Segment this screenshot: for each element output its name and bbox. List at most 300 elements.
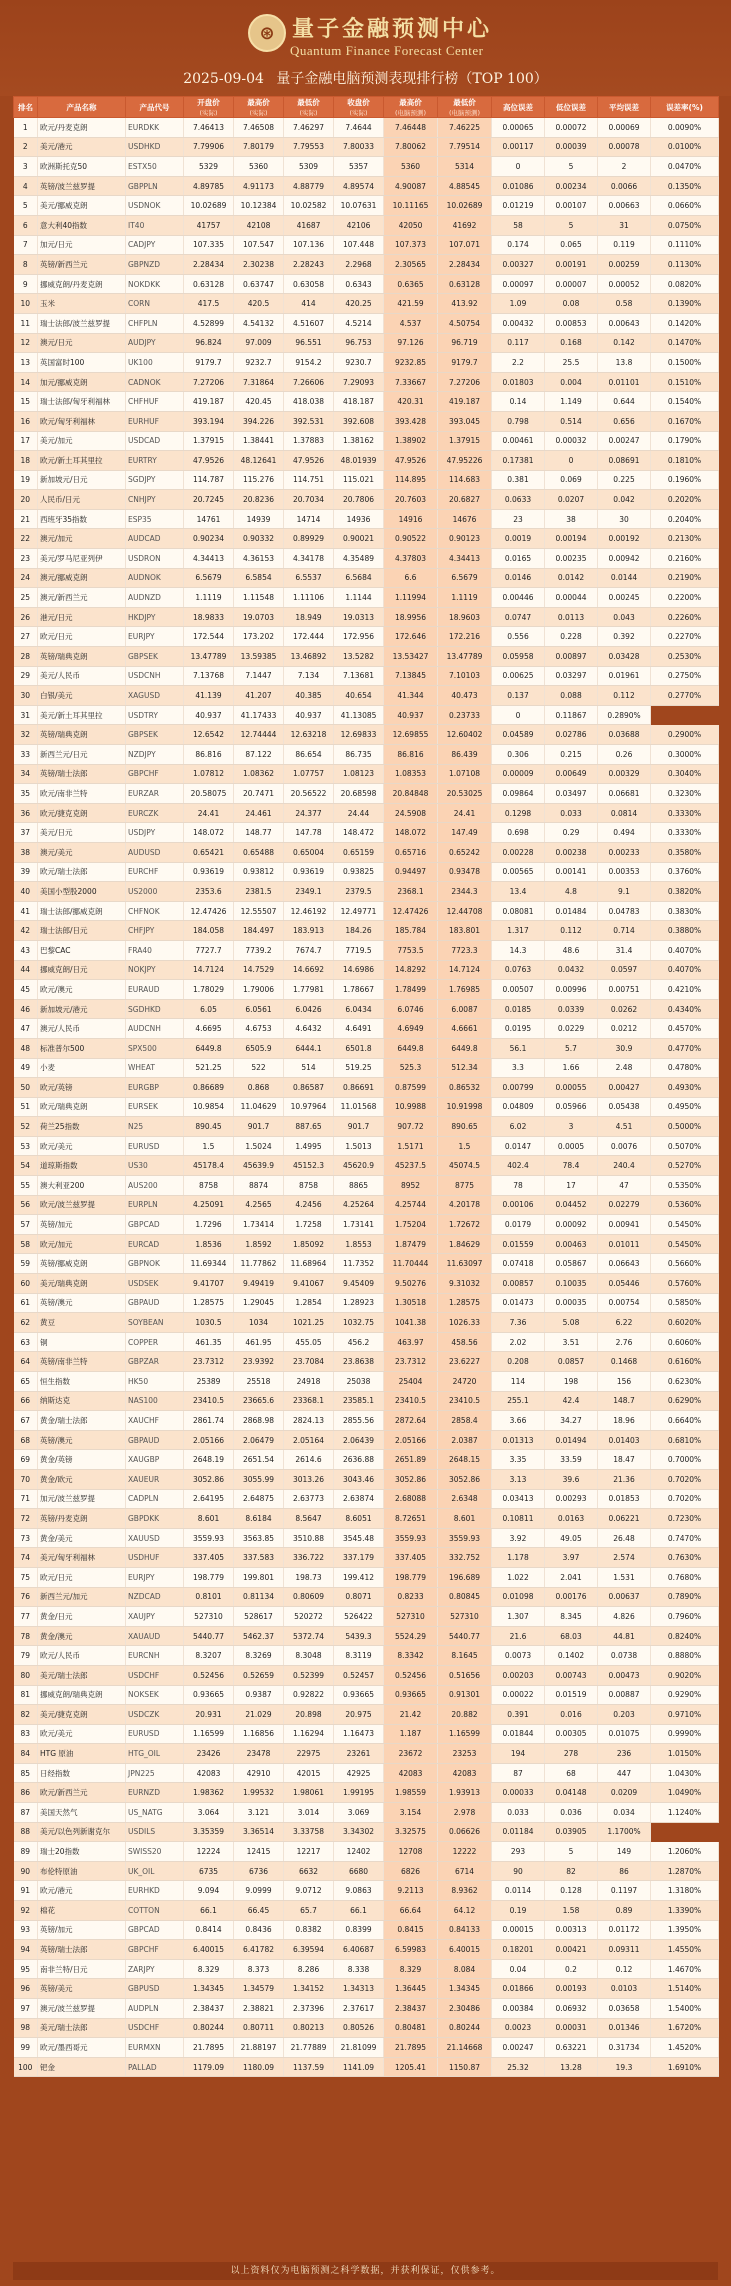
avg-error-cell: 0.0597 bbox=[598, 960, 651, 980]
open-actual-cell: 4.52899 bbox=[184, 313, 234, 333]
table-row bbox=[14, 1038, 719, 1058]
product-code-cell: EURZAR bbox=[126, 784, 184, 804]
open-actual-cell: 4.89785 bbox=[184, 176, 234, 196]
close-actual-cell: 12402 bbox=[334, 1842, 384, 1862]
high-actual-cell: 12.74444 bbox=[234, 725, 284, 745]
error-rate-cell: 0.4780% bbox=[651, 1058, 719, 1078]
close-actual-cell: 392.608 bbox=[334, 411, 384, 431]
error-rate-cell: 0.9990% bbox=[651, 1724, 719, 1744]
high-actual-cell: 87.122 bbox=[234, 745, 284, 765]
avg-error-cell: 0.1197 bbox=[598, 1881, 651, 1901]
avg-error-cell: 0.08691 bbox=[598, 451, 651, 471]
avg-error-cell: 236 bbox=[598, 1744, 651, 1764]
close-actual-cell: 1.16473 bbox=[334, 1724, 384, 1744]
product-name-cell: 欧元/港元 bbox=[38, 1881, 126, 1901]
product-name-cell: 新西兰元/日元 bbox=[38, 745, 126, 765]
rank-cell: 25 bbox=[14, 588, 38, 608]
product-code-cell: AUDNZD bbox=[126, 588, 184, 608]
high-actual-cell: 1.38441 bbox=[234, 431, 284, 451]
low-error-cell: 0.00234 bbox=[545, 176, 598, 196]
avg-error-cell: 0.00473 bbox=[598, 1665, 651, 1685]
low-error-cell: 0.016 bbox=[545, 1705, 598, 1725]
low-actual-cell: 147.78 bbox=[284, 823, 334, 843]
low-actual-cell: 13.46892 bbox=[284, 647, 334, 667]
low-actual-cell: 9.0712 bbox=[284, 1881, 334, 1901]
rank-cell: 2 bbox=[14, 137, 38, 157]
low-forecast-cell: 7.27206 bbox=[438, 372, 492, 392]
close-actual-cell: 2.06439 bbox=[334, 1430, 384, 1450]
product-name-cell: 挪威克朗/日元 bbox=[38, 960, 126, 980]
rank-cell: 52 bbox=[14, 1117, 38, 1137]
high-actual-cell: 13.59385 bbox=[234, 647, 284, 667]
open-actual-cell: 0.52456 bbox=[184, 1665, 234, 1685]
low-error-cell: 2.041 bbox=[545, 1567, 598, 1587]
high-error-cell: 0.10811 bbox=[492, 1509, 545, 1529]
product-name-cell: 西班牙35指数 bbox=[38, 509, 126, 529]
low-forecast-cell: 2.30486 bbox=[438, 1999, 492, 2019]
high-forecast-cell: 5360 bbox=[384, 157, 438, 177]
high-forecast-cell: 12.47426 bbox=[384, 901, 438, 921]
table-row bbox=[14, 901, 719, 921]
rank-cell: 54 bbox=[14, 1156, 38, 1176]
avg-error-cell: 0.06221 bbox=[598, 1509, 651, 1529]
rank-cell: 93 bbox=[14, 1920, 38, 1940]
table-row bbox=[14, 137, 719, 157]
avg-error-cell: 26.48 bbox=[598, 1528, 651, 1548]
low-actual-cell: 7.46297 bbox=[284, 118, 334, 138]
open-actual-cell: 20.58075 bbox=[184, 784, 234, 804]
product-code-cell: EURCHF bbox=[126, 862, 184, 882]
error-rate-cell: 0.5360% bbox=[651, 1195, 719, 1215]
high-error-cell: 0.798 bbox=[492, 411, 545, 431]
high-actual-cell: 21.029 bbox=[234, 1705, 284, 1725]
open-actual-cell: 114.787 bbox=[184, 470, 234, 490]
open-actual-cell: 41757 bbox=[184, 215, 234, 235]
error-rate-cell: 0.2200% bbox=[651, 588, 719, 608]
close-actual-cell: 1.28923 bbox=[334, 1293, 384, 1313]
product-code-cell: EURCZK bbox=[126, 803, 184, 823]
product-name-cell: 加元/挪威克朗 bbox=[38, 372, 126, 392]
open-actual-cell: 1.16599 bbox=[184, 1724, 234, 1744]
high-error-cell: 255.1 bbox=[492, 1391, 545, 1411]
low-error-cell: 0.05966 bbox=[545, 1097, 598, 1117]
product-name-cell: 欧元/加元 bbox=[38, 1234, 126, 1254]
low-actual-cell: 172.444 bbox=[284, 627, 334, 647]
open-actual-cell: 1.34345 bbox=[184, 1979, 234, 1999]
high-error-cell: 0.01219 bbox=[492, 196, 545, 216]
rank-cell: 6 bbox=[14, 215, 38, 235]
product-name-cell: 英镑/南非兰特 bbox=[38, 1352, 126, 1372]
table-row bbox=[14, 2057, 719, 2077]
high-error-cell: 21.6 bbox=[492, 1626, 545, 1646]
high-forecast-cell: 9.2113 bbox=[384, 1881, 438, 1901]
low-actual-cell: 6.5537 bbox=[284, 568, 334, 588]
product-name-cell: 英镑/加元 bbox=[38, 1215, 126, 1235]
avg-error-cell: 447 bbox=[598, 1763, 651, 1783]
open-actual-cell: 1.8536 bbox=[184, 1234, 234, 1254]
product-name-cell: 美元/以色列新谢克尔 bbox=[38, 1822, 126, 1842]
close-actual-cell: 1.5013 bbox=[334, 1136, 384, 1156]
low-actual-cell: 1.34152 bbox=[284, 1979, 334, 1999]
high-forecast-cell: 6826 bbox=[384, 1861, 438, 1881]
high-error-cell: 1.178 bbox=[492, 1548, 545, 1568]
high-forecast-cell: 1.08353 bbox=[384, 764, 438, 784]
high-error-cell: 0.00033 bbox=[492, 1783, 545, 1803]
high-forecast-cell: 14916 bbox=[384, 509, 438, 529]
low-error-cell: 0.0857 bbox=[545, 1352, 598, 1372]
low-actual-cell: 6.0426 bbox=[284, 999, 334, 1019]
product-code-cell: UK100 bbox=[126, 353, 184, 373]
avg-error-cell: 0.714 bbox=[598, 921, 651, 941]
product-code-cell: WHEAT bbox=[126, 1058, 184, 1078]
product-code-cell: SGDJPY bbox=[126, 470, 184, 490]
avg-error-cell: 1.531 bbox=[598, 1567, 651, 1587]
high-error-cell: 0.01844 bbox=[492, 1724, 545, 1744]
product-code-cell: HTG_OIL bbox=[126, 1744, 184, 1764]
product-code-cell: EURTRY bbox=[126, 451, 184, 471]
low-error-cell: 33.59 bbox=[545, 1450, 598, 1470]
high-forecast-cell: 7.33667 bbox=[384, 372, 438, 392]
low-error-cell: 0.00743 bbox=[545, 1665, 598, 1685]
low-error-cell: 0.0113 bbox=[545, 607, 598, 627]
avg-error-cell: 0.06681 bbox=[598, 784, 651, 804]
rank-cell: 89 bbox=[14, 1842, 38, 1862]
rank-cell: 23 bbox=[14, 549, 38, 569]
high-actual-cell: 6.41782 bbox=[234, 1940, 284, 1960]
error-rate-cell: 0.5450% bbox=[651, 1234, 719, 1254]
low-actual-cell: 40.385 bbox=[284, 686, 334, 706]
low-forecast-cell: 4.6661 bbox=[438, 1019, 492, 1039]
close-actual-cell: 115.021 bbox=[334, 470, 384, 490]
open-actual-cell: 20.7245 bbox=[184, 490, 234, 510]
open-actual-cell: 6735 bbox=[184, 1861, 234, 1881]
open-actual-cell: 10.9854 bbox=[184, 1097, 234, 1117]
avg-error-cell: 0.58 bbox=[598, 294, 651, 314]
open-actual-cell: 527310 bbox=[184, 1607, 234, 1627]
close-actual-cell: 3.069 bbox=[334, 1803, 384, 1823]
close-actual-cell: 4.6491 bbox=[334, 1019, 384, 1039]
low-forecast-cell: 2858.4 bbox=[438, 1411, 492, 1431]
low-forecast-cell: 1.84629 bbox=[438, 1234, 492, 1254]
close-actual-cell: 184.26 bbox=[334, 921, 384, 941]
table-row bbox=[14, 940, 719, 960]
table-row bbox=[14, 1705, 719, 1725]
high-error-cell: 3.66 bbox=[492, 1411, 545, 1431]
rank-cell: 44 bbox=[14, 960, 38, 980]
error-rate-cell: 0.3580% bbox=[651, 842, 719, 862]
low-error-cell: 1.58 bbox=[545, 1901, 598, 1921]
avg-error-cell: 0.0066 bbox=[598, 176, 651, 196]
high-actual-cell: 6.5854 bbox=[234, 568, 284, 588]
high-error-cell: 0.0195 bbox=[492, 1019, 545, 1039]
error-rate-cell: 0.4210% bbox=[651, 980, 719, 1000]
product-name-cell: 欧元/新西兰元 bbox=[38, 1783, 126, 1803]
product-name-cell: 加元/日元 bbox=[38, 235, 126, 255]
error-rate-cell: 0.9710% bbox=[651, 1705, 719, 1725]
close-actual-cell: 4.25264 bbox=[334, 1195, 384, 1215]
table-row bbox=[14, 666, 719, 686]
product-code-cell: GBPPLN bbox=[126, 176, 184, 196]
high-forecast-cell: 4.37803 bbox=[384, 549, 438, 569]
brand-name-en: Quantum Finance Forecast Center bbox=[290, 43, 484, 58]
high-error-cell: 0.04809 bbox=[492, 1097, 545, 1117]
error-rate-cell: 0.3330% bbox=[651, 823, 719, 843]
error-rate-cell: 0.6160% bbox=[651, 1352, 719, 1372]
close-actual-cell: 0.93825 bbox=[334, 862, 384, 882]
table-row bbox=[14, 588, 719, 608]
low-error-cell: 0.00039 bbox=[545, 137, 598, 157]
high-forecast-cell: 3.154 bbox=[384, 1803, 438, 1823]
low-forecast-cell: 5440.77 bbox=[438, 1626, 492, 1646]
low-actual-cell: 3.014 bbox=[284, 1803, 334, 1823]
low-error-cell: 0.00235 bbox=[545, 549, 598, 569]
product-name-cell: 英镑/瑞典克朗 bbox=[38, 725, 126, 745]
low-forecast-cell: 10.91998 bbox=[438, 1097, 492, 1117]
rank-cell: 28 bbox=[14, 647, 38, 667]
error-rate-cell: 0.5270% bbox=[651, 1156, 719, 1176]
high-forecast-cell: 5524.29 bbox=[384, 1626, 438, 1646]
error-rate-cell: 0.3760% bbox=[651, 862, 719, 882]
low-error-cell: 0.00092 bbox=[545, 1215, 598, 1235]
avg-error-cell: 13.8 bbox=[598, 353, 651, 373]
low-error-cell: 0.63221 bbox=[545, 2038, 598, 2058]
error-rate-cell: 0.1670% bbox=[651, 411, 719, 431]
avg-error-cell: 0.00663 bbox=[598, 196, 651, 216]
product-code-cell: HK50 bbox=[126, 1372, 184, 1392]
table-row bbox=[14, 1842, 719, 1862]
product-name-cell: 欧元/丹麦克朗 bbox=[38, 118, 126, 138]
high-error-cell: 0.00565 bbox=[492, 862, 545, 882]
error-rate-cell: 0.4930% bbox=[651, 1078, 719, 1098]
close-actual-cell: 42925 bbox=[334, 1763, 384, 1783]
low-forecast-cell: 7.10103 bbox=[438, 666, 492, 686]
low-error-cell: 13.28 bbox=[545, 2057, 598, 2077]
error-rate-cell: 0.1540% bbox=[651, 392, 719, 412]
high-error-cell: 1.09 bbox=[492, 294, 545, 314]
open-actual-cell: 337.405 bbox=[184, 1548, 234, 1568]
close-actual-cell: 9.45409 bbox=[334, 1274, 384, 1294]
product-code-cell: USDTRY bbox=[126, 705, 184, 725]
table-row bbox=[14, 784, 719, 804]
low-error-cell: 0.00194 bbox=[545, 529, 598, 549]
low-forecast-cell: 4.20178 bbox=[438, 1195, 492, 1215]
low-forecast-cell: 114.683 bbox=[438, 470, 492, 490]
error-rate-cell: 0.0100% bbox=[651, 137, 719, 157]
low-actual-cell: 2614.6 bbox=[284, 1450, 334, 1470]
low-forecast-cell: 4.34413 bbox=[438, 549, 492, 569]
high-forecast-cell: 185.784 bbox=[384, 921, 438, 941]
table-row bbox=[14, 1117, 719, 1137]
low-error-cell: 5 bbox=[545, 215, 598, 235]
column-header bbox=[284, 97, 334, 118]
table-row bbox=[14, 842, 719, 862]
product-code-cell: XAUAUD bbox=[126, 1626, 184, 1646]
open-actual-cell: 25389 bbox=[184, 1372, 234, 1392]
rank-cell: 7 bbox=[14, 235, 38, 255]
open-actual-cell: 41.139 bbox=[184, 686, 234, 706]
low-forecast-cell: 147.49 bbox=[438, 823, 492, 843]
avg-error-cell: 9.1 bbox=[598, 882, 651, 902]
product-code-cell: COPPER bbox=[126, 1332, 184, 1352]
low-error-cell: 0.2 bbox=[545, 1959, 598, 1979]
product-code-cell: CHFPLN bbox=[126, 313, 184, 333]
error-rate-cell: 1.4550% bbox=[651, 1940, 719, 1960]
high-error-cell: 0.14 bbox=[492, 392, 545, 412]
high-actual-cell: 1.11548 bbox=[234, 588, 284, 608]
product-name-cell: 英镑/澳元 bbox=[38, 1293, 126, 1313]
table-row bbox=[14, 921, 719, 941]
close-actual-cell: 21.81099 bbox=[334, 2038, 384, 2058]
high-forecast-cell: 0.65716 bbox=[384, 842, 438, 862]
error-rate-cell: 1.0490% bbox=[651, 1783, 719, 1803]
table-row bbox=[14, 647, 719, 667]
table-row bbox=[14, 1881, 719, 1901]
low-error-cell: 3 bbox=[545, 1117, 598, 1137]
product-code-cell: CORN bbox=[126, 294, 184, 314]
high-actual-cell: 420.5 bbox=[234, 294, 284, 314]
product-code-cell: GBPAUD bbox=[126, 1430, 184, 1450]
product-name-cell: 欧元/美元 bbox=[38, 1724, 126, 1744]
close-actual-cell: 7.4644 bbox=[334, 118, 384, 138]
column-subheader: (电脑预测) bbox=[394, 109, 427, 117]
high-forecast-cell: 907.72 bbox=[384, 1117, 438, 1137]
product-name-cell: 布伦特原油 bbox=[38, 1861, 126, 1881]
high-actual-cell: 11.04629 bbox=[234, 1097, 284, 1117]
error-rate-cell: 0.7020% bbox=[651, 1469, 719, 1489]
low-forecast-cell: 527310 bbox=[438, 1607, 492, 1627]
avg-error-cell: 0.0212 bbox=[598, 1019, 651, 1039]
low-forecast-cell: 7.46225 bbox=[438, 118, 492, 138]
error-rate-cell: 1.4670% bbox=[651, 1959, 719, 1979]
low-forecast-cell: 332.752 bbox=[438, 1548, 492, 1568]
low-actual-cell: 5372.74 bbox=[284, 1626, 334, 1646]
error-rate-cell: 0.6810% bbox=[651, 1430, 719, 1450]
low-error-cell: 68.03 bbox=[545, 1626, 598, 1646]
rank-cell: 64 bbox=[14, 1352, 38, 1372]
product-name-cell: 挪威克朗/丹麦克朗 bbox=[38, 274, 126, 294]
rank-cell: 32 bbox=[14, 725, 38, 745]
error-rate-cell: 1.3390% bbox=[651, 1901, 719, 1921]
high-error-cell: 0.00857 bbox=[492, 1274, 545, 1294]
table-row bbox=[14, 1959, 719, 1979]
low-actual-cell: 8.5647 bbox=[284, 1509, 334, 1529]
high-actual-cell: 8.373 bbox=[234, 1959, 284, 1979]
high-error-cell: 0.0747 bbox=[492, 607, 545, 627]
low-actual-cell: 2.28243 bbox=[284, 255, 334, 275]
high-forecast-cell: 0.94497 bbox=[384, 862, 438, 882]
high-error-cell: 0.00065 bbox=[492, 118, 545, 138]
close-actual-cell: 0.86691 bbox=[334, 1078, 384, 1098]
low-error-cell: 3.97 bbox=[545, 1548, 598, 1568]
high-error-cell: 1.317 bbox=[492, 921, 545, 941]
open-actual-cell: 1.37915 bbox=[184, 431, 234, 451]
high-error-cell: 3.35 bbox=[492, 1450, 545, 1470]
rank-cell: 51 bbox=[14, 1097, 38, 1117]
low-error-cell: 0.00463 bbox=[545, 1234, 598, 1254]
product-name-cell: 英镑/澳元 bbox=[38, 1430, 126, 1450]
error-rate-cell: 1.2060% bbox=[651, 1842, 719, 1862]
table-row bbox=[14, 1469, 719, 1489]
close-actual-cell: 11.7352 bbox=[334, 1254, 384, 1274]
open-actual-cell: 21.7895 bbox=[184, 2038, 234, 2058]
low-error-cell: 0.0432 bbox=[545, 960, 598, 980]
rank-cell: 1 bbox=[14, 118, 38, 138]
high-error-cell: 0.19 bbox=[492, 1901, 545, 1921]
product-code-cell: GBPCAD bbox=[126, 1920, 184, 1940]
high-forecast-cell: 23672 bbox=[384, 1744, 438, 1764]
high-actual-cell: 14939 bbox=[234, 509, 284, 529]
high-error-cell: 0.00203 bbox=[492, 1665, 545, 1685]
error-rate-cell: 0.5760% bbox=[651, 1274, 719, 1294]
error-rate-cell: 0.9290% bbox=[651, 1685, 719, 1705]
table-row bbox=[14, 1293, 719, 1313]
low-forecast-cell: 0.06626 bbox=[438, 1822, 492, 1842]
high-forecast-cell: 1.98559 bbox=[384, 1783, 438, 1803]
close-actual-cell: 0.80526 bbox=[334, 2018, 384, 2038]
close-actual-cell: 2.2968 bbox=[334, 255, 384, 275]
avg-error-cell: 0.01172 bbox=[598, 1920, 651, 1940]
rank-cell: 92 bbox=[14, 1901, 38, 1921]
close-actual-cell: 6.5684 bbox=[334, 568, 384, 588]
high-actual-cell: 5360 bbox=[234, 157, 284, 177]
table-row bbox=[14, 392, 719, 412]
error-rate-cell: 0.1500% bbox=[651, 353, 719, 373]
column-header-label: 最低价 bbox=[453, 98, 476, 107]
product-code-cell: SPX500 bbox=[126, 1038, 184, 1058]
table-row bbox=[14, 451, 719, 471]
product-code-cell: USDJPY bbox=[126, 823, 184, 843]
high-forecast-cell: 10.11165 bbox=[384, 196, 438, 216]
low-forecast-cell: 0.86532 bbox=[438, 1078, 492, 1098]
product-code-cell: GBPNZD bbox=[126, 255, 184, 275]
low-error-cell: 0.00649 bbox=[545, 764, 598, 784]
product-name-cell: 意大利40指数 bbox=[38, 215, 126, 235]
close-actual-cell: 6.40687 bbox=[334, 1940, 384, 1960]
low-error-cell: 0.00313 bbox=[545, 1920, 598, 1940]
disclaimer-footer: 以上资料仅为电脑预测之科学数据，并获利保证，仅供参考。 bbox=[13, 2262, 718, 2280]
close-actual-cell: 66.1 bbox=[334, 1901, 384, 1921]
high-actual-cell: 7.80179 bbox=[234, 137, 284, 157]
high-forecast-cell: 7.13845 bbox=[384, 666, 438, 686]
error-rate-cell: 0.0820% bbox=[651, 274, 719, 294]
rank-cell: 87 bbox=[14, 1803, 38, 1823]
product-code-cell: NAS100 bbox=[126, 1391, 184, 1411]
avg-error-cell: 21.36 bbox=[598, 1469, 651, 1489]
error-rate-cell: 1.3180% bbox=[651, 1881, 719, 1901]
close-actual-cell: 3.34302 bbox=[334, 1822, 384, 1842]
close-actual-cell: 10.07631 bbox=[334, 196, 384, 216]
open-actual-cell: 172.544 bbox=[184, 627, 234, 647]
low-actual-cell: 23.7084 bbox=[284, 1352, 334, 1372]
high-error-cell: 0.0019 bbox=[492, 529, 545, 549]
low-forecast-cell: 1.72672 bbox=[438, 1215, 492, 1235]
avg-error-cell: 0.00069 bbox=[598, 118, 651, 138]
high-actual-cell: 528617 bbox=[234, 1607, 284, 1627]
avg-error-cell: 44.81 bbox=[598, 1626, 651, 1646]
low-error-cell: 0.00421 bbox=[545, 1940, 598, 1960]
open-actual-cell: 1.7296 bbox=[184, 1215, 234, 1235]
low-error-cell: 0.228 bbox=[545, 627, 598, 647]
error-rate-cell: 0.5450% bbox=[651, 1215, 719, 1235]
low-forecast-cell: 1.28575 bbox=[438, 1293, 492, 1313]
low-forecast-cell: 0.90123 bbox=[438, 529, 492, 549]
rank-cell: 20 bbox=[14, 490, 38, 510]
product-code-cell: XAUGBP bbox=[126, 1450, 184, 1470]
table-row bbox=[14, 353, 719, 373]
avg-error-cell: 0.0076 bbox=[598, 1136, 651, 1156]
error-rate-cell: 1.4520% bbox=[651, 2038, 719, 2058]
table-row bbox=[14, 1724, 719, 1744]
